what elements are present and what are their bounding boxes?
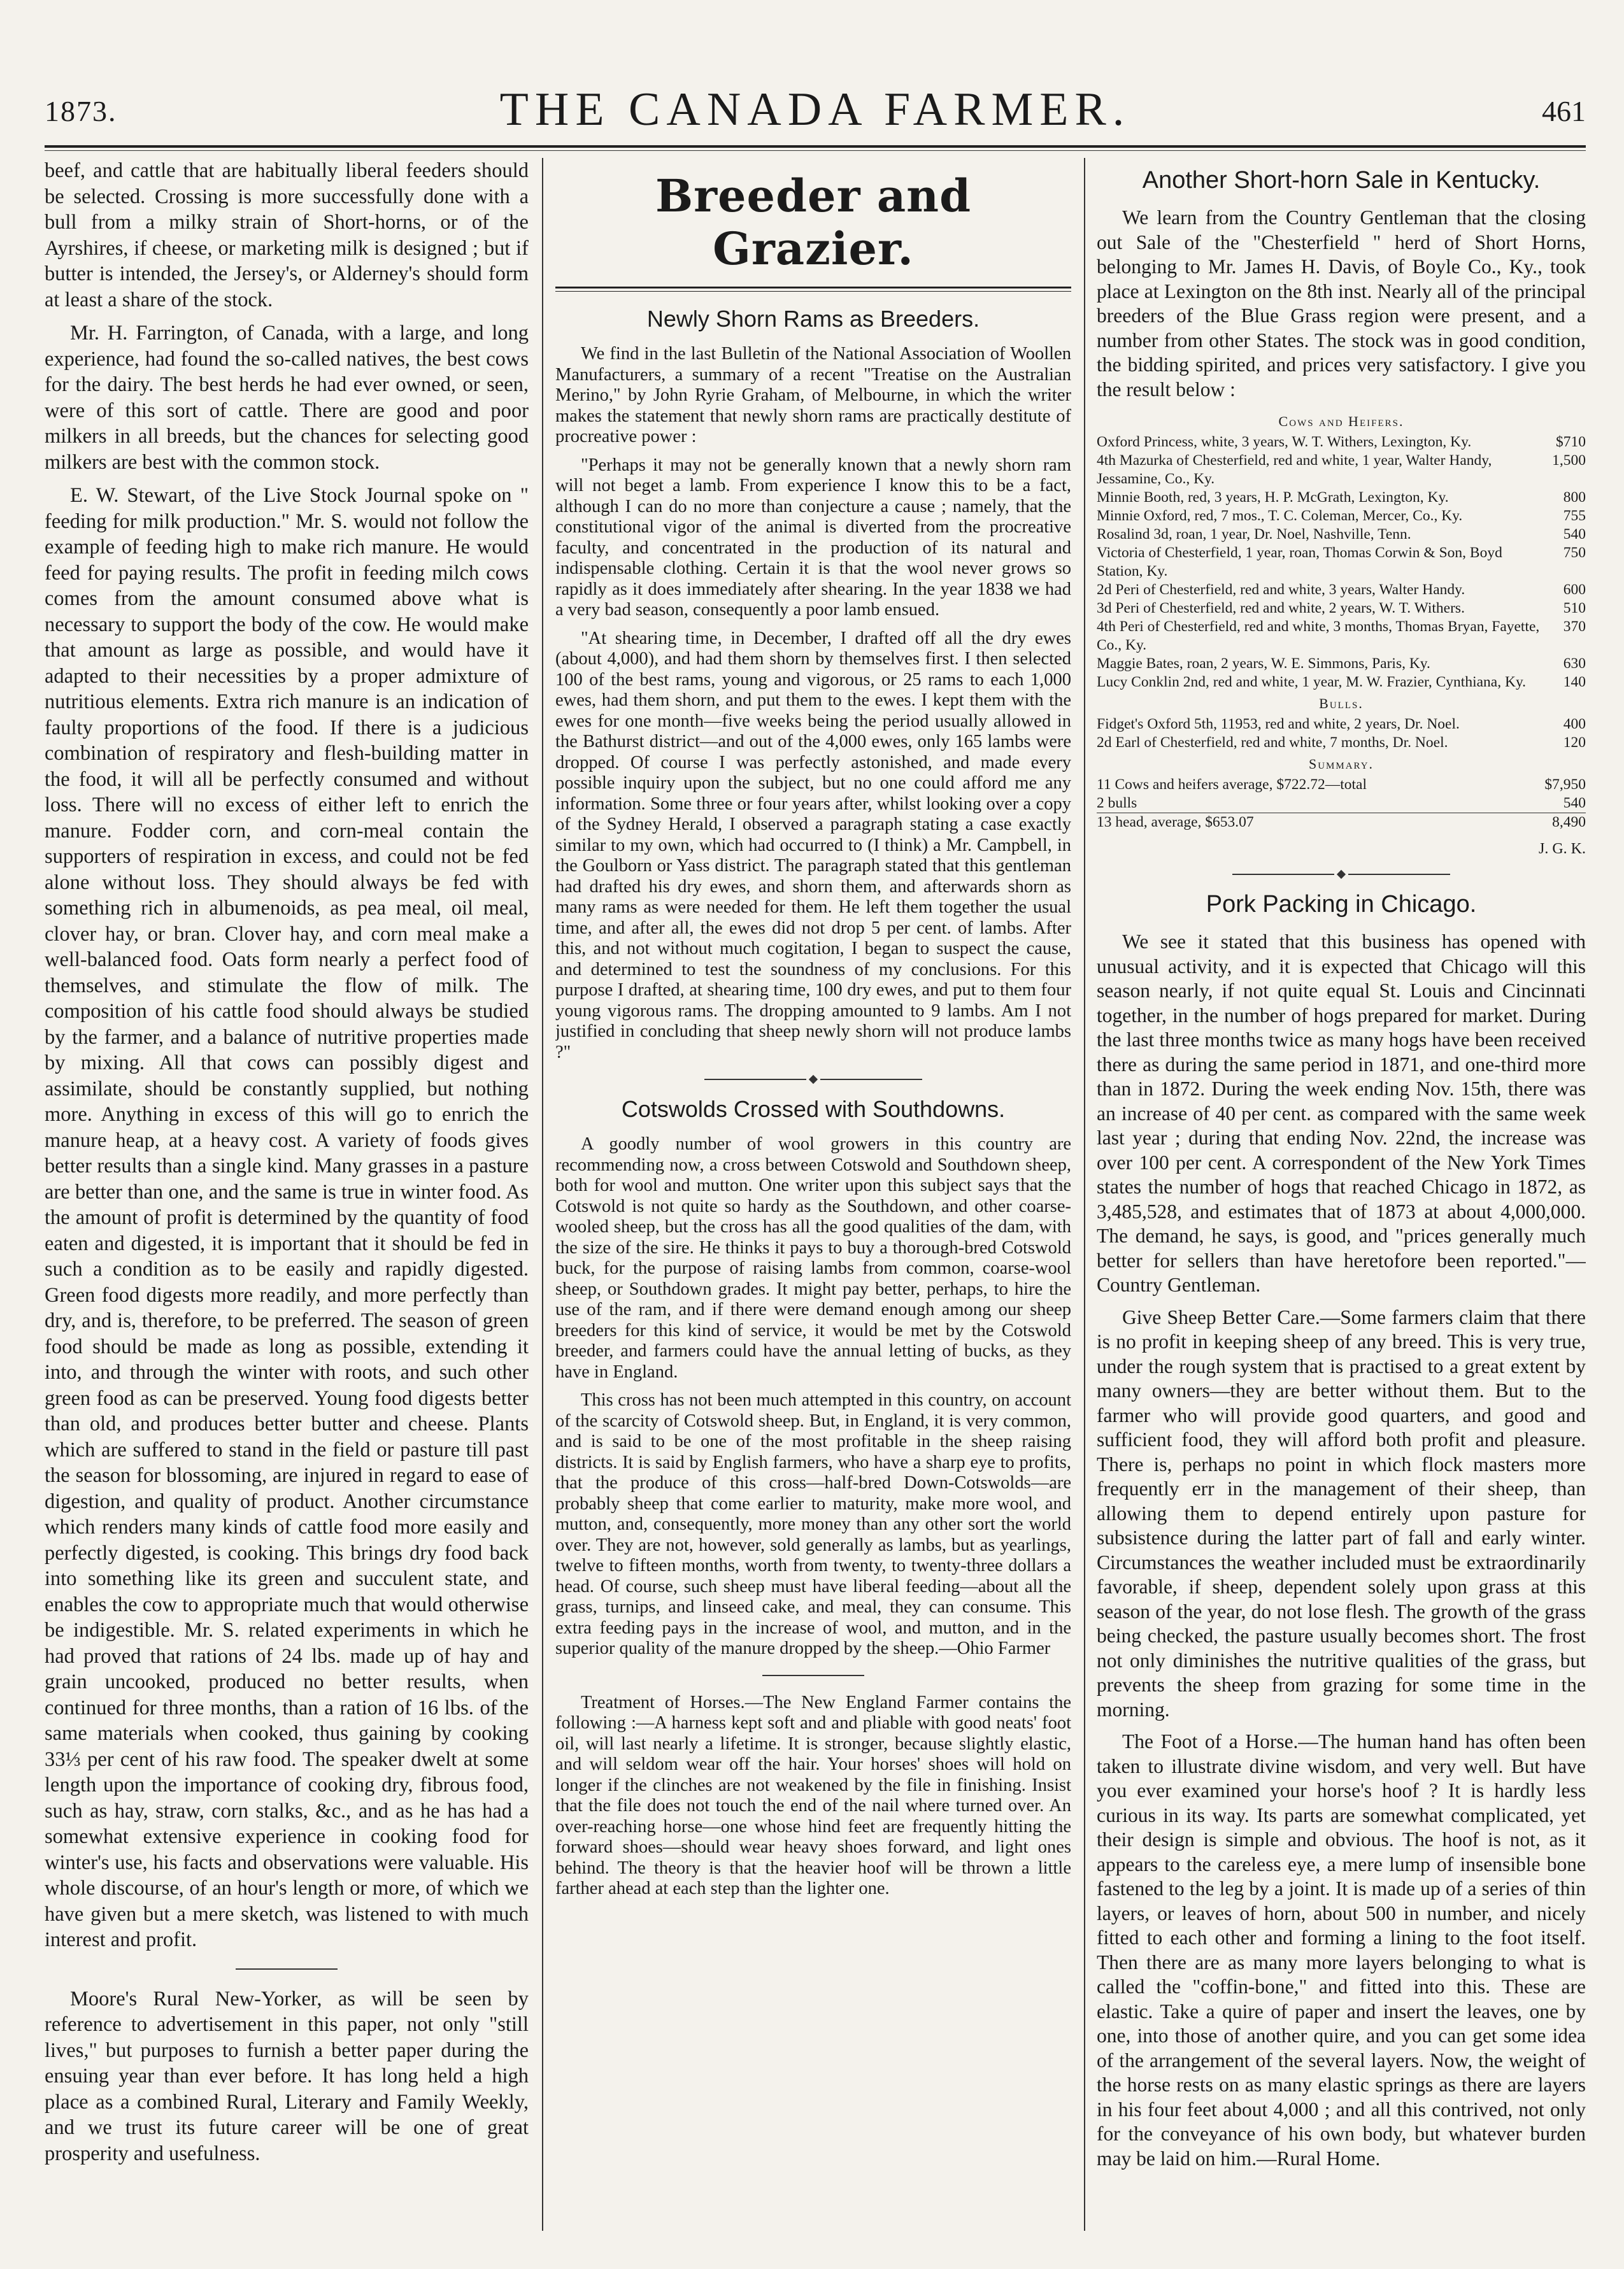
foot-of-a-horse: The Foot of a Horse.—The human hand has often been taken to illustrate divine wisdom, and very well. But have you ever examined your horse's hoof ? It is hardly less curious in its way. Its parts are somewhat complicated, yet their design is simple and obvious. The hoof is not, as it appears to the careless eye, a mere lump of insensible bone fastened to the leg by a joint. It is made up of a series of thin layers, or leaves of horn, about 500 in number, and nicely fitted to each other and forming a lining to the foot itself. Then there are as many more layers belonging to what is called the "coffin-bone," and fitted into this. These are elastic. Take a quire of paper and insert the leaves, one by one, into those of another quire, and you can get some idea of the arrangement of the several layers. Now, the weight of the horse rests on as many elastic springs as there are layers in his four feet about 4,000 ; and all this contrived, not only for the conveyance of his own body, but whatever burden may be laid on him.—Rural Home.	[1097, 1730, 1586, 2170]
article-title-shorthorn-sale: Another Short-horn Sale in Kentucky.	[1142, 167, 1541, 194]
sale-row-price: 540	[1563, 795, 1586, 811]
sale-row-desc: Rosalind 3d, roan, 1 year, Dr. Noel, Nashville, Tenn.	[1097, 526, 1411, 543]
shorthorn-intro: We learn from the Country Gentleman that the closing out Sale of the "Chesterfield " herd of Short Horns, belonging to Mr. James H. Davis, of Boyle Co., Ky., took place at Lexington on the 8th inst. Nearly all of the principal breeders of the Blue Grass region were present, and a number from other States. The stock was in good condition, the bidding spirited, and prices very satisfactory. I give you the result below :	[1097, 206, 1586, 401]
sale-row-price: $710	[1556, 434, 1586, 450]
column-2	[555, 158, 1071, 2231]
sale-header-cows: Cows and Heifers.	[1278, 413, 1404, 429]
section-heading: Breeder and Grazier.	[655, 169, 972, 275]
sale-header-summary: Summary.	[1308, 756, 1374, 772]
sale-row-desc: Maggie Bates, roan, 2 years, W. E. Simmons, Paris, Ky.	[1097, 655, 1430, 672]
sale-row-price: 140	[1563, 674, 1586, 690]
sale-row	[1097, 525, 1586, 544]
page-number: 461	[1542, 95, 1586, 127]
sale-row-desc: 4th Mazurka of Chesterfield, red and white, 1 year, Walter Handy, Jessamine, Co., Ky.	[1097, 452, 1492, 487]
rams-paragraph-2: "Perhaps it may not be generally known that a newly shorn ram will not beget a lamb. From experience I know this to be a fact, although I can do no more than conjecture a cause ; namely, that the constitutional vigor of the animal is diverted from the procreative faculty, and concentrated in the production of its natural and indispensable clothing. Certain it is that the wool never grows so rapidly as it does immediately after shearing. In the year 1838 we had a very bad season, consequently a poor lamb ensued.	[555, 455, 1071, 620]
give-sheep-better-care: Give Sheep Better Care.—Some farmers claim that there is no profit in keeping sheep of any breed. This is very true, under the rough system that is practised to a great extent by many owners—they are better without them. But to the farmer who will provide good quarters, and good and sufficient food, they will afford both profit and pleasure. There is, perhaps no point in which flock masters more frequently err in the management of their sheep, than allowing them to depend entirely upon pasture for subsistence during the latter part of fall and early winter. Circumstances the weather included must be extraordinarily favorable, if sheep, dependent solely upon grass at this season of the year, do not lose flesh. The growth of the grass being checked, the pasture usually becomes short. The frost not only diminishes the nutritive qualities of the grass, but prevents the sheep from grazing for some time in the morning.	[1097, 1305, 1586, 1721]
sale-row	[1097, 507, 1586, 525]
sale-total-desc: 13 head, average, $653.07	[1097, 813, 1541, 832]
sale-row-price: 600	[1563, 581, 1586, 598]
col1-paragraph-3: E. W. Stewart, of the Live Stock Journal spoke on " feeding for milk production." Mr. S. would not follow the example of feeding high to make rich manure. He would feed for paying results. The profit in feeding milch cows comes from the amount consumed above what is necessary to support the body of the cow. He would make that amount as large as possible, and would have it adapted to their necessities by a proper admixture of nutritious elements. Extra rich manure is an indication of faulty proportions of the food. If there is a judicious combination of respiratory and flesh-building matter in the food, it will all be perfectly consumed and without loss. There will no excess of either left to enrich the manure. Fodder corn, and corn-meal contain the supporters of respiration in excess, and could not be fed alone without loss. They should always be fed with something rich in albumenoids, as pea meal, oil meal, clover hay, or bran. Clover hay, and corn meal make a well-balanced food. Oats form nearly a perfect food of themselves, and stimulate the flow of milk. The composition of his cattle food should always be studied by the farmer, and a balance of nutritive properties made by mixing. All that cows can possibly digest and assimilate, should be constantly supplied, but nothing more. Anything in excess of this will go to enrich the manure heap, at a heavy cost. A variety of foods gives better results than a single kind. Many grasses in a pasture are better than one, and the same is true in winter food. As the amount of profit is determined by the quantity of food eaten and digested, it is important that it should be fed in such a condition as to be easily and rapidly digested. Green food digests more readily, and more perfectly than dry, and is, therefore, to be preferred. The season of green food should be made as long as possible, extending it into, and through the winter with roots, and such other green food as can be preserved. Young food digests better than old, and produces better butter and cheese. Plants which are suffered to stand in the field or pasture till past the season for blossoming, are injured in regard to ease of digestion, and quality of product. Another circumstance which renders many kinds of cattle food more easily and perfectly digested, is cooking. This brings dry food back into something like its green and succulent state, and enables the cow to appropriate much that would otherwise be indigestible. Mr. S. related experiments in which he had proved that rations of 24 lbs. made up of hay and grain uncooked, produced no better results, when continued for three months, than a ration of 16 lbs. of the same materials when cooked, thus gaining by cooking 33⅓ per cent of his raw food. The speaker dwelt at some length upon the importance of cooking dry, fibrous food, such as hay, straw, corn stalks, &c., and as he has had a somewhat extensive experience in cooking food for winter's use, his facts and observations were valuable. His whole discourse, of an hour's length or more, of which we have given but a mere sketch, was listened to with much interest and profit.	[45, 484, 529, 1951]
sale-row-price: 120	[1563, 734, 1586, 751]
cows-list	[1097, 433, 1586, 692]
sale-row	[1097, 544, 1586, 581]
sale-row	[1097, 618, 1586, 655]
sale-row	[1097, 673, 1586, 692]
sale-row-desc: Oxford Princess, white, 3 years, W. T. Withers, Lexington, Ky.	[1097, 434, 1472, 450]
rams-paragraph-1: We find in the last Bulletin of the National Association of Woollen Manufacturers, a summary of a recent "Treatise on the Australian Merino," by John Ryrie Graham, of Melbourne, in which the writer makes the statement that newly shorn rams are practically destitute of procreative power :	[555, 344, 1071, 446]
sale-row-desc: 2d Earl of Chesterfield, red and white, 7 months, Dr. Noel.	[1097, 734, 1448, 751]
sale-row-desc: Minnie Oxford, red, 7 mos., T. C. Coleman, Mercer, Co., Ky.	[1097, 508, 1463, 524]
sale-row-desc: Minnie Booth, red, 3 years, H. P. McGrath, Lexington, Ky.	[1097, 489, 1449, 506]
masthead-rule-thin	[45, 150, 1586, 151]
article-divider	[1097, 869, 1586, 879]
cotswolds-paragraph-2: This cross has not been much attempted in this country, on account of the scarcity of Cotswold sheep. But, in England, it is very common, and is said to be one of the most profitable in the sheep raising districts. It is said by English farmers, who have a sharp eye to profits, that the produce of this cross—half-bred Down-Cotswolds—are probably sheep that come earlier to maturity, make more wool, and mutton, and, consequently, more money than any other sort the world over. They are not, however, sold generally as lambs, but as yearlings, twelve to fifteen months, worth from twenty, to twenty-three dollars a head. Of course, such sheep must have liberal feeding—about all the grass, turnips, and linseed cake, and meal, they can consume. This extra feeding pays in the increase of wool, and mutton, and in the superior quality of the manure dropped by the sheep.—Ohio Farmer	[555, 1390, 1071, 1658]
sale-row-price: 370	[1563, 618, 1586, 635]
sale-results-table	[1097, 409, 1586, 832]
treatment-of-horses: Treatment of Horses.—The New England Farmer contains the following :—A harness kept soft and and pliable with good neats' foot oil, will last nearly a lifetime. It is stronger, because slightly elastic, and will seldom wear off the hair. Your horses' shoes will hold on longer if the clinches are not weakened by the file in finishing. Insist that the file does not touch the end of the nail where turned over. An over-reaching horse—one whose hind feet are frequently hitting the forward shoes—should wear heavy shoes forward, and light ones behind. The theory is that the heavier hoof will be thrown a little farther ahead at each step than the lighter one.	[555, 1692, 1071, 1898]
sale-row	[1097, 433, 1586, 452]
masthead-rule	[45, 145, 1586, 148]
sale-row-price: 800	[1563, 489, 1586, 506]
cotswolds-paragraph-1: A goodly number of wool growers in this country are recommending now, a cross between Cotswold and Southdown sheep, both for wool and mutton. One writer upon this subject says that the Cotswold is not quite so hardy as the Southdown, and other coarse-wooled sheep, but the cross has all the good qualities of the dam, with the size of the sire. He thinks it pays to buy a thorough-bred Cotswold buck, for the purpose of raising lambs from common, coarse-wool sheep, or Southdown grades. It might pay better, perhaps, to hire the use of the ram, and if there were demand enough among our sheep breeders for this kind of service, it would be met by the Cotswold breeder, and farmers could have the annual letting of bucks, as they have in England.	[555, 1134, 1071, 1382]
newspaper-title: THE CANADA FARMER.	[499, 83, 1131, 136]
sale-signature: J. G. K.	[1538, 841, 1586, 857]
sale-row-price: 630	[1563, 655, 1586, 672]
issue-year: 1873.	[45, 95, 117, 127]
sale-row-desc: 11 Cows and heifers average, $722.72—total	[1097, 776, 1367, 793]
sale-row	[1097, 581, 1586, 599]
article-divider	[555, 1074, 1071, 1085]
sale-header-bulls: Bulls.	[1319, 695, 1364, 711]
sale-row-desc: 3d Peri of Chesterfield, red and white, 2 years, W. T. Withers.	[1097, 600, 1465, 616]
sale-row-price: 750	[1563, 544, 1586, 561]
sale-row	[1097, 599, 1586, 618]
sale-row-desc: 4th Peri of Chesterfield, red and white, 3 months, Thomas Bryan, Fayette, Co., Ky.	[1097, 618, 1540, 653]
rams-paragraph-3: "At shearing time, in December, I drafted off all the dry ewes (about 4,000), and had them shorn by themselves first. I then selected 100 of the best rams, young and vigorous, or 25 rams to each 1,000 ewes, had them shorn, and put them to the ewes. I kept them with the ewes for one month—five weeks being the period usually allowed in the Bathurst district—and out of the 4,000 ewes, only 165 lambs were dropped. Of course I was perfectly astonished, and made every possible inquiry upon the subject, but no one could afford me any information. Some three or four years after, whilst looking over a copy of the Sydney Herald, I observed a paragraph stating a case exactly similar to my own, which had occurred to (I think) a Mr. Campbell, in the Goulborn or Yass district. The paragraph stated that this gentleman had drafted his dry ewes, and shorn them, and afterwards shorn as many rams as were needed for them. He left them together the usual time, and after all, the ewes did not drop 5 per cent. of lambs. After this, and not without much cogitation, I began to suspect the cause, and determined to test the soundness of my conclusions. For this purpose I drafted, at shearing time, 100 dry ewes, and put to them four young vigorous rams. The dropping amounted to 9 lambs. Am I not justified in concluding that sheep newly shorn will not produce lambs ?"	[555, 628, 1071, 1062]
sale-row-price: 400	[1563, 716, 1586, 732]
bulls-list	[1097, 715, 1586, 752]
column-divider-2	[1084, 158, 1085, 2231]
moore-notice: Moore's Rural New-Yorker, as will be seen by reference to advertisement in this paper, not only "still lives," but purposes to furnish a better paper during the ensuing year than ever before. It has long held a high place as a combined Rural, Literary and Family Weekly, and we trust its future career will be one of great prosperity and usefulness.	[45, 1987, 529, 2165]
sale-row-desc: Fidget's Oxford 5th, 11953, red and white, 2 years, Dr. Noel.	[1097, 716, 1460, 732]
sale-row	[1097, 734, 1586, 752]
col1-paragraph-2: Mr. H. Farrington, of Canada, with a large, and long experience, had found the so-called natives, the best cows for the dairy. The best herds he had ever owned, or seen, were of this sort of cattle. There are good and poor milkers in all breeds, but the chances for selecting good milkers are best with the common stock.	[45, 322, 529, 474]
column-1	[45, 158, 529, 2231]
sale-total-row	[1097, 813, 1586, 832]
sale-row	[1097, 776, 1586, 794]
sale-row	[1097, 715, 1586, 734]
col1-paragraph-1: beef, and cattle that are habitually liberal feeders should be selected. Crossing is more successfully done with a bull from a milky strain of Short-horns, or of the Ayrshires, if cheese, or marketing milk is designed ; but if butter is intended, the Jersey's, or Alderney's should form at least a share of the stock.	[45, 159, 529, 311]
sale-row-desc: 2 bulls	[1097, 795, 1137, 811]
sale-row-desc: Lucy Conklin 2nd, red and white, 1 year, M. W. Frazier, Cynthiana, Ky.	[1097, 674, 1527, 690]
column-3	[1097, 158, 1586, 2231]
sale-row	[1097, 452, 1586, 488]
sale-row	[1097, 655, 1586, 673]
column-divider-1	[542, 158, 543, 2231]
section-rule	[555, 287, 1071, 292]
article-title-pork: Pork Packing in Chicago.	[1206, 891, 1477, 918]
sale-row-price: 1,500	[1552, 452, 1586, 469]
sale-row	[1097, 488, 1586, 507]
article-divider	[45, 1965, 529, 1975]
sale-row-desc: Victoria of Chesterfield, 1 year, roan, Thomas Corwin & Son, Boyd Station, Ky.	[1097, 544, 1502, 580]
article-divider	[555, 1671, 1071, 1681]
article-title-cotswolds: Cotswolds Crossed with Southdowns.	[621, 1096, 1006, 1122]
sale-row	[1097, 794, 1586, 813]
article-title-rams: Newly Shorn Rams as Breeders.	[646, 306, 980, 332]
sale-total-price: 8,490	[1541, 813, 1586, 832]
sale-row-price: 755	[1563, 508, 1586, 524]
sale-row-price: 540	[1563, 526, 1586, 543]
masthead	[45, 83, 1586, 140]
sale-row-desc: 2d Peri of Chesterfield, red and white, 3 years, Walter Handy.	[1097, 581, 1465, 598]
sale-row-price: $7,950	[1544, 776, 1586, 793]
summary-list	[1097, 776, 1586, 813]
pork-paragraph: We see it stated that this business has opened with unusual activity, and it is expected that Chicago will this season nearly, if not quite equal St. Louis and Cincinnati together, in the number of hogs prepared for market. During the last three months twice as many hogs have been received there as during the same period in 1871, and one-third more than in 1872. During the week ending Nov. 15th, there was an increase of 40 per cent. as compared with the same week last year ; during that ending Nov. 22nd, the increase was over 100 per cent. A correspondent of the New York Times states the number of hogs that reached Chicago in 1872, as 3,485,528, and estimates that of 1873 at about 4,000,000. The demand, he says, is good, and "prices generally much better for sellers than have heretofore been reported."—Country Gentleman.	[1097, 930, 1586, 1296]
sale-row-price: 510	[1563, 600, 1586, 616]
